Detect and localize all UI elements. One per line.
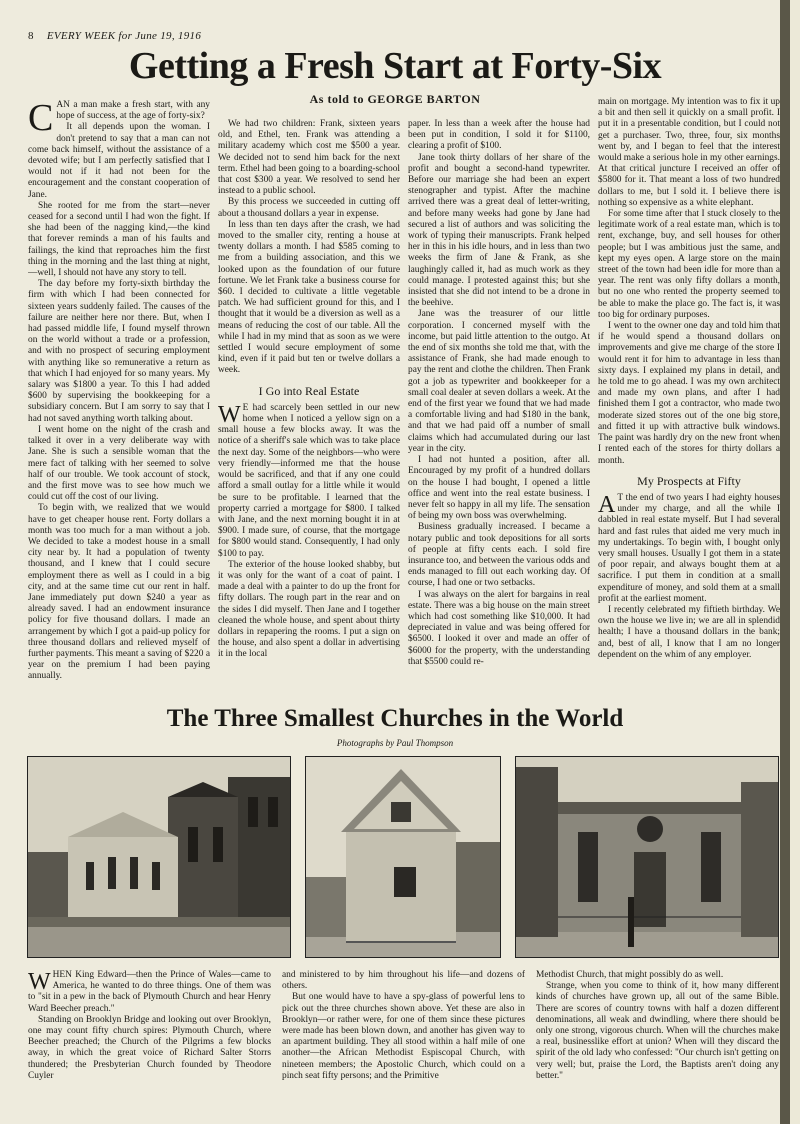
section-heading: I Go into Real Estate	[258, 383, 360, 398]
paragraph: The day before my forty-sixth birthday the firm with which I had been connected for sixteen years suddenly failed. The causes of the failure are neither here nor there. But, when I had passed middle life, I found myself thrown on the world without a trade or a profession, and with no prospect of securing employment with anything like so remunerative a return as that which I had enjoyed for so many years. My salary was $1800 a year. To this I had added $600 by supervising the bookkeeping for a subsidiary concern. But I am sorry to say that I had not saved anything worth talking about.	[28, 279, 210, 424]
paragraph: She rooted for me from the start—never ceased for a second until I had won the fight. If she had been of the nagging kind,—the kind that forever reminds a man of his faults and failings, the kind that reproaches him the first thing in the morning and the last thing at night,—well, I should not have any story to tell.	[28, 200, 210, 279]
magazine-name: EVERY WEEK	[46, 30, 116, 42]
church-photo-1-image	[28, 757, 290, 957]
paragraph: We had two children: Frank, sixteen years old, and Ethel, ten. Frank was attending a military academy which cost me $500 a year. We decided not to send him back for the next term. Ethel had been going to a boarding-school that cost $300 a year. We resolved to send her instead to a public school.	[218, 119, 400, 197]
drop-cap: C	[28, 100, 54, 139]
churches-column-1	[28, 970, 271, 1110]
paragraph: Jane took thirty dollars of her share of the profit and bought a second-hand typewriter. Before our marriage she had been an expert stenographer and typist. After the machine arrived there was a great deal of letter-writing, and before many weeks had gone by Jane had secured a list of authors and was soliciting the work of typing their manuscripts. Frank helped her in this in his idle hours, and in less than two weeks the firm of Jane & Frank, as she laughingly called it, had as much work as they could manage. I protested against this; but she insisted that she did not intend to be a drone in the beehive.	[408, 152, 590, 309]
paragraph: The exterior of the house looked shabby, but it was only for the want of a coat of paint. I made a deal with a painter to do up the front for fifty dollars. The rough part in the rear and on the sides I did myself. Then Jane and I together cleaned the whole house, and spent about thirty dollars in repapering the rooms. I put a sign on the house, and also spent a dollar in advertising it in the local	[218, 559, 400, 660]
churches-column-3	[536, 970, 779, 1110]
paragraph: paper. In less than a week after the house had been put in condition, I sold it for $1100, clearing a profit of $100.	[408, 119, 590, 152]
article-column-4	[598, 97, 780, 700]
paragraph: Standing on Brooklyn Bridge and looking out over Brooklyn, one may count fifty church spires: Plymouth Church, where Beecher preached; the Church of the Pilgrims a few blocks away, in which the great voice of Richard Salter Storrs thundered; the Presbyterian Church founded by Theodore Cuyler	[28, 1014, 271, 1081]
paragraph: It all depends upon the woman. I don't pretend to say that a man can not come back himself, without the assistance of a devoted wife; but I am perfectly satisfied that I would not if it had not been for the encouragement and the constant cooperation of Jane.	[28, 122, 210, 200]
section-heading: My Prospects at Fifty	[637, 473, 741, 488]
issue-date: for June 19, 1916	[118, 30, 202, 42]
church-photo-1	[27, 756, 291, 958]
paragraph: By this process we succeeded in cutting off about a thousand dollars a year in expense.	[218, 197, 400, 219]
paragraph: I went home on the night of the crash and talked it over in a very deliberate way with Jane. She is such a sensible woman that the mere fact of talking with her seemed to solve half of our trouble. We took account of stock, and the first move was to see how much we could cut off the cost of our living.	[28, 424, 210, 503]
paragraph: T the end of two years I had eighty houses under my charge, and all the while I dabbled in real estate myself. But I had several hard and fast rules that aided me very much in my undertakings. To begin with, I bought only very small houses. Usually I got them in a state of poor repair, and always bought them at a sacrifice. I put them in condition at a small expenditure of money, and sold them at a small profit at the earliest moment.	[598, 492, 780, 604]
paragraph: I had not hunted a position, after all. Encouraged by my profit of a hundred dollars on the house I had bought, I opened a little office and went into the real estate business. I never felt so happy in all my life. The sensation of being my own boss was overwhelming.	[408, 455, 590, 522]
article-byline: As told to GEORGE BARTON	[309, 92, 481, 106]
photo-credit: Photographs by Paul Thompson	[336, 738, 454, 748]
paragraph: E had scarcely been settled in our new home when I noticed a yellow sign on a small house a few blocks away. It was the notice of a sheriff's sale which was to take place the next day. Some of the neighbors—who were very friendly—informed me that the house would be sacrificed, and that if any one could afford a small outlay for a little while it would be sure to be profitable. I learned that the property carried a mortgage for $800. I talked with Jane, and the next morning bought it in at $900. I made sure, of course, that the mortgage for $800 would stand. Consequently, I had only $100 to pay.	[218, 402, 400, 559]
church-photo-3	[515, 756, 779, 958]
paragraph: But one would have to have a spy-glass of powerful lens to pick out the three churches shown above. Yet these are also in Brooklyn—or rather were, for one of them since these pictures were made has been blown down, and another has given way to an apartment building. They all stood within a half mile of one another—the African Methodist Espiscopal Church, with nineteen members; the Apostolic Church, which could on a pinch seat fifty persons; and the Primitive	[282, 992, 525, 1081]
church-photo-2	[305, 756, 501, 958]
paragraph: I was always on the alert for bargains in real estate. There was a big house on the main street which had cost something like $10,000. It had depreciated in value and was being offered for $6500. I looked it over and made an offer of $6000 for the property, with the understanding that $5500 could re-	[408, 589, 590, 667]
article-column-3	[408, 119, 590, 700]
paragraph: Business gradually increased. I became a notary public and took depositions for all sorts of people at fifty cents each. I sold fire insurance too, and between the various odds and ends managed to fill out each working day. Of course, I had one or two setbacks.	[408, 522, 590, 589]
paragraph: Methodist Church, that might possibly do as well.	[536, 970, 724, 980]
paragraph: In less than ten days after the crash, we had moved to the smaller city, renting a house at twenty dollars a month. I had $585 coming to me from a building association, and this we looked upon as the foundation of our future fortune. We let Frank take a business course for $60. I decided to cultivate a little vegetable patch. We had sufficient ground for this, and I thought that it would be a diversion as well as a means of reducing the cost of our table. All the while I had in my mind that as soon as we were settled I would secure employment of some kind, even if it paid but ten or twelve dollars a week.	[218, 219, 400, 376]
paragraph: I went to the owner one day and told him that if he would spend a thousand dollars on improvements and give me charge of the store I would rent it for him to advantage in less than sixty days. I explained my plans in detail, and he told me to go ahead. I was my own architect and made my own plans, and after I had finished them I got a contractor, who made two moderate sized stores out of the one big store, and fitted it up with attractive bulk windows. The paint was hardly dry on the new front when I rented each of the stores for thirty dollars a month.	[598, 321, 780, 466]
paragraph: and ministered to by him throughout his life—and dozens of others.	[282, 970, 525, 992]
paragraph: To begin with, we realized that we would have to get cheaper house rent. Forty dollars a month was too much for a man without a job. We decided to take a modest house in a small city near by. It had a population of twenty thousand, and I knew that I could secure employment there as well as I could in a big city, and at the same time cut our rent in half. Jane immediately put down $240 a year as already saved. I had an endowment insurance policy for five thousand dollars. I made an arrangement by which I got a paid-up policy for three thousand dollars and relieved myself of further payments. This meant a saving of $220 a year on the premium I had been paying annually.	[28, 503, 210, 682]
church-photo-3-image	[516, 757, 778, 957]
binding-edge	[780, 0, 790, 1124]
article-column-2	[218, 119, 400, 700]
paragraph: Strange, when you come to think of it, how many different kinds of churches have grown up, all out of the same Bible. There are scores of country towns with half a dozen different denominations, all weak and dwindling, where there should be only one strong, vigorous church. When will the churches make a real, businesslike effort at union? When will they discard the spirit of the old lady who confessed: "Our church isn't getting on very well; but, praise the Lord, the Baptists aren't doing any better."	[536, 981, 779, 1081]
drop-cap: A	[598, 491, 616, 518]
article-title: Getting a Fresh Start at Forty-Six	[128, 45, 662, 87]
paragraph: I recently celebrated my fiftieth birthday. We own the house we live in; we are all in splendid health; I have a thousand dollars in the bank; and, best of all, I know that I am no longer dependent on the whim of any employer.	[598, 604, 780, 660]
church-photo-2-image	[306, 757, 500, 957]
drop-cap: W	[218, 401, 241, 428]
drop-cap: W	[28, 970, 51, 995]
page-number: 8	[28, 30, 34, 42]
section-title: The Three Smallest Churches in the World	[166, 705, 624, 732]
paragraph: AN a man make a fresh start, with any hope of success, at the age of forty-six?	[56, 100, 210, 122]
running-header	[28, 30, 201, 42]
paragraph: HEN King Edward—then the Prince of Wales—came to America, he wanted to do three things. One of them was to "sit in a pew in the back of Plymouth Church and hear Henry Ward Beecher preach."	[28, 970, 271, 1014]
paragraph: Jane was the treasurer of our little corporation. I concerned myself with the income, but paid little attention to the outgo. At the end of six months she told me that, with the assistance of Frank, she had made enough to pay the rent and clothe the children. Then Frank got a job as typewriter and bookkeeper for a small coal dealer at seven dollars a week. At the end of the first year we found that we had made a comfortable living and had $180 in the bank, and that we had paid off a number of small claims which had accumulated during our last year in the city.	[408, 309, 590, 454]
churches-column-2	[282, 970, 525, 1110]
paragraph: For some time after that I stuck closely to the legitimate work of a real estate man, which is to rent, exchange, buy, and sell houses for other people; but I was ambitious just the same, and kept my eyes open. A large store on the main street of the town had been idle for more than a year. The rent was only fifty dollars a month, but no one who rented the property seemed to be able to make the place go. The fact is, it was too big for ordinary purposes.	[598, 209, 780, 320]
article-column-1	[28, 100, 210, 700]
paragraph: main on mortgage. My intention was to fix it up a bit and then sell it quickly on a small profit. I put it in a presentable condition, but I could not get a purchaser. Two, three, four, six months went by, and I began to feel that the interest would make a serious hole in my other earnings. At that critical juncture I received an offer of $5800 for it. That meant a loss of two hundred dollars to me, but I sold it. I believe there is nothing so expensive as a white elephant.	[598, 97, 780, 208]
